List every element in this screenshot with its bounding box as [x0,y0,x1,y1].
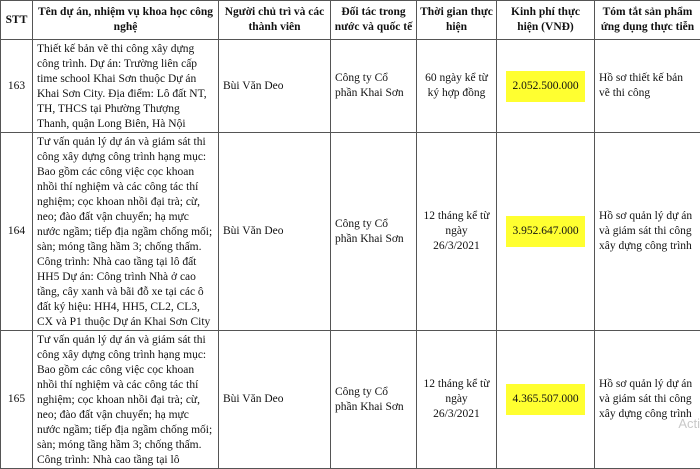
cell-stt: 163 [1,40,33,133]
cell-summary: Hồ sơ thiết kế bản vẽ thi công [595,40,700,133]
cell-project: Thiết kế bản vẽ thi công xây dựng công trình. Dự án: Trường liên cấp time school Khai Sơn thuộc Dự án Khai Sơn City. Địa điểm: Lô đất NT, TH, THCS tại Phường Thượng Thanh, quận Long Biên, Hà Nội [33,40,219,133]
cell-time: 60 ngày kể từ ký hợp đồng [417,40,497,133]
cell-time: 12 tháng kể từ ngày 26/3/2021 [417,133,497,331]
cell-project: Tư vấn quản lý dự án và giám sát thi công xây dựng công trình hạng mục: Bao gồm các công việc cọc khoan nhồi thí nghiệm và các công tác thí nghiệm; cọc khoan nhồi đại trà; cừ, neo; đào đất vận chuyển; hạ mực nước ngầm; tiếp địa ngầm chống mối; sàn; móng tầng hầm 3; chống thấm. Công trình: Nhà cao tầng tại lô đất HH5 Dự án: Công trình Nhà ở cao tầng, cây xanh và bãi đỗ xe tại các ô đất ký hiệu: HH4, HH5, CL2, CL3, CX và P1 thuộc Dự án Khai Sơn City [33,133,219,331]
budget-highlight: 3.952.647.000 [506,216,584,247]
header-stt: STT [1,1,33,40]
header-summary: Tóm tắt sản phẩm ứng dụng thực tiễn [595,1,700,40]
cell-partner: Công ty Cổ phần Khai Sơn [331,40,417,133]
cell-stt: 165 [1,331,33,469]
cell-partner: Công ty Cổ phần Khai Sơn [331,133,417,331]
cell-leader: Bùi Văn Deo [219,331,331,469]
table-row [1,40,700,133]
cell-summary: Hồ sơ quản lý dự án và giám sát thi công xây dựng công trình [595,331,700,469]
cell-stt: 164 [1,133,33,331]
cell-budget [497,331,595,469]
cell-project: Tư vấn quản lý dự án và giám sát thi công xây dựng công trình hạng mục: Bao gồm các công việc cọc khoan nhồi thí nghiệm và các công tác thí nghiệm; cọc khoan nhồi đại trà; cừ, neo; đào đất vận chuyển; hạ mực nước ngầm; tiếp địa ngầm chống mối; sàn; móng tầng hầm 3; chống thấm. Công trình: Nhà cao tầng tại lô [33,331,219,469]
header-row [1,1,700,40]
activation-watermark: Acti [678,416,700,431]
header-budget: Kinh phí thực hiện (VNĐ) [497,1,595,40]
header-project: Tên dự án, nhiệm vụ khoa học công nghệ [33,1,219,40]
header-time: Thời gian thực hiện [417,1,497,40]
header-leader: Người chủ trì và các thành viên [219,1,331,40]
cell-leader: Bùi Văn Deo [219,133,331,331]
budget-highlight: 2.052.500.000 [506,71,584,102]
cell-summary: Hồ sơ quản lý dự án và giám sát thi công xây dựng công trình [595,133,700,331]
cell-budget [497,40,595,133]
cell-time: 12 tháng kể từ ngày 26/3/2021 [417,331,497,469]
header-partner: Đối tác trong nước và quốc tế [331,1,417,40]
cell-partner: Công ty Cổ phần Khai Sơn [331,331,417,469]
table-row [1,331,700,469]
table-row [1,133,700,331]
cell-budget [497,133,595,331]
budget-highlight: 4.365.507.000 [506,384,584,415]
cell-leader: Bùi Văn Deo [219,40,331,133]
